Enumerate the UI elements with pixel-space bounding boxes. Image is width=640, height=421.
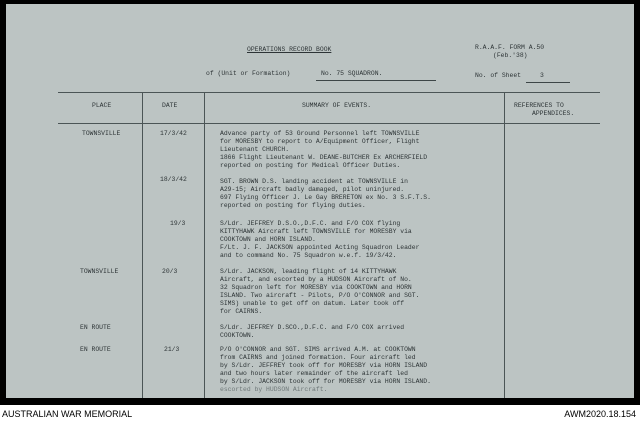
sheet-underline — [526, 82, 570, 83]
summary-line: and two hours later remainder of the aircraft led — [220, 370, 408, 377]
summary-line: COOKTOWN and HORN ISLAND. — [220, 236, 316, 243]
record-sheet — [6, 4, 634, 398]
summary-line: and to command No. 75 Squadron w.e.f. 19/3/42. — [220, 252, 397, 259]
row-summary — [220, 130, 427, 170]
row-date: 20/3 — [162, 268, 178, 275]
form-reference-date: (Feb.'38) — [493, 52, 528, 59]
column-divider-summary — [504, 92, 505, 398]
summary-line: ISLAND. Two aircraft - Pilots, P/O O'CONNOR and SGT. — [220, 292, 420, 299]
summary-line: SGT. BROWN D.S. landing accident at TOWNSVILLE in — [220, 178, 408, 185]
summary-line: 1866 Flight Lieutenant W. DEANE-BUTCHER Ex ARCHERFIELD — [220, 154, 428, 161]
unit-label: of (Unit or Formation) — [206, 70, 291, 77]
row-summary — [220, 178, 431, 210]
form-title: OPERATIONS RECORD BOOK — [247, 46, 332, 53]
summary-line: KITTYHAWK Aircraft left TOWNSVILLE for MORESBY via — [220, 228, 412, 235]
sheet-number: 3 — [540, 72, 544, 79]
summary-line: from CAIRNS and joined formation. Four aircraft led — [220, 354, 416, 361]
sheet-label: No. of Sheet — [475, 72, 522, 79]
row-date: 21/3 — [164, 346, 180, 353]
summary-line: reported on posting for flying duties. — [220, 202, 366, 209]
summary-line: S/Ldr. JEFFREY D.S.O.,D.F.C. and F/O COX flying — [220, 220, 401, 227]
summary-line: by S/Ldr. JEFFREY took off for MORESBY via HORN ISLAND — [220, 362, 428, 369]
summary-line: S/Ldr. JEFFREY D.SCO.,D.F.C. and F/O COX arrived — [220, 324, 405, 331]
column-header-place: PLACE — [92, 102, 112, 109]
row-date: 17/3/42 — [160, 130, 187, 137]
row-date: 18/3/42 — [160, 176, 187, 183]
row-place: TOWNSVILLE — [82, 130, 121, 137]
row-summary — [220, 324, 404, 340]
summary-line: SIMS) unable to get off on datum. Later took off — [220, 300, 405, 307]
column-divider-place — [142, 92, 143, 398]
summary-line: A29-15; Aircraft badly damaged, pilot uninjured. — [220, 186, 405, 193]
summary-line: Aircraft, and escorted by a HUDSON Aircraft of No. — [220, 276, 412, 283]
summary-line: Lieutenant CHURCH. — [220, 146, 290, 153]
column-header-summary: SUMMARY OF EVENTS. — [302, 102, 372, 109]
summary-line: Advance party of 53 Ground Personnel left TOWNSVILLE — [220, 130, 420, 137]
summary-line: for CAIRNS. — [220, 308, 263, 315]
summary-line: COOKTOWN. — [220, 332, 255, 339]
row-place: EN ROUTE — [80, 324, 111, 331]
catalogue-number: AWM2020.18.154 — [564, 409, 636, 419]
summary-line: escorted by HUDSON Aircraft. — [220, 386, 328, 393]
summary-line: reported on posting for Medical Officer Duties. — [220, 162, 401, 169]
summary-line: P/O O'CONNOR and SGT. SIMS arrived A.M. at COOKTOWN — [220, 346, 416, 353]
unit-value: No. 75 SQUADRON. — [321, 70, 383, 77]
summary-line: S/Ldr. JACKSON, leading flight of 14 KITTYHAWK — [220, 268, 397, 275]
form-reference: R.A.A.F. FORM A.50 — [475, 44, 545, 51]
column-divider-date — [204, 92, 205, 398]
row-date: 19/3 — [170, 220, 186, 227]
table-header-rule — [58, 123, 600, 124]
row-summary — [220, 346, 431, 394]
summary-line: for MORESBY to report to A/Equipment Officer, Flight — [220, 138, 420, 145]
summary-line: 697 Flying Officer J. Le Gay BRERETON ex No. 3 S.F.T.S. — [220, 194, 431, 201]
summary-line: 32 Squadron left for MORESBY via COOKTOWN and HORN — [220, 284, 412, 291]
unit-underline — [316, 80, 436, 81]
row-place: EN ROUTE — [80, 346, 111, 353]
row-summary — [220, 268, 419, 316]
summary-line: by S/Ldr. JACKSON took off for MORESBY via HORN ISLAND. — [220, 378, 431, 385]
row-place: TOWNSVILLE — [80, 268, 119, 275]
row-summary — [220, 220, 419, 260]
column-header-references-2: APPENDICES. — [532, 110, 575, 117]
table-top-rule — [58, 92, 600, 93]
summary-line: F/Lt. J. F. JACKSON appointed Acting Squadron Leader — [220, 244, 420, 251]
collection-credit: AUSTRALIAN WAR MEMORIAL — [2, 409, 133, 419]
column-header-references: REFERENCES TO — [514, 102, 564, 109]
column-header-date: DATE — [162, 102, 178, 109]
